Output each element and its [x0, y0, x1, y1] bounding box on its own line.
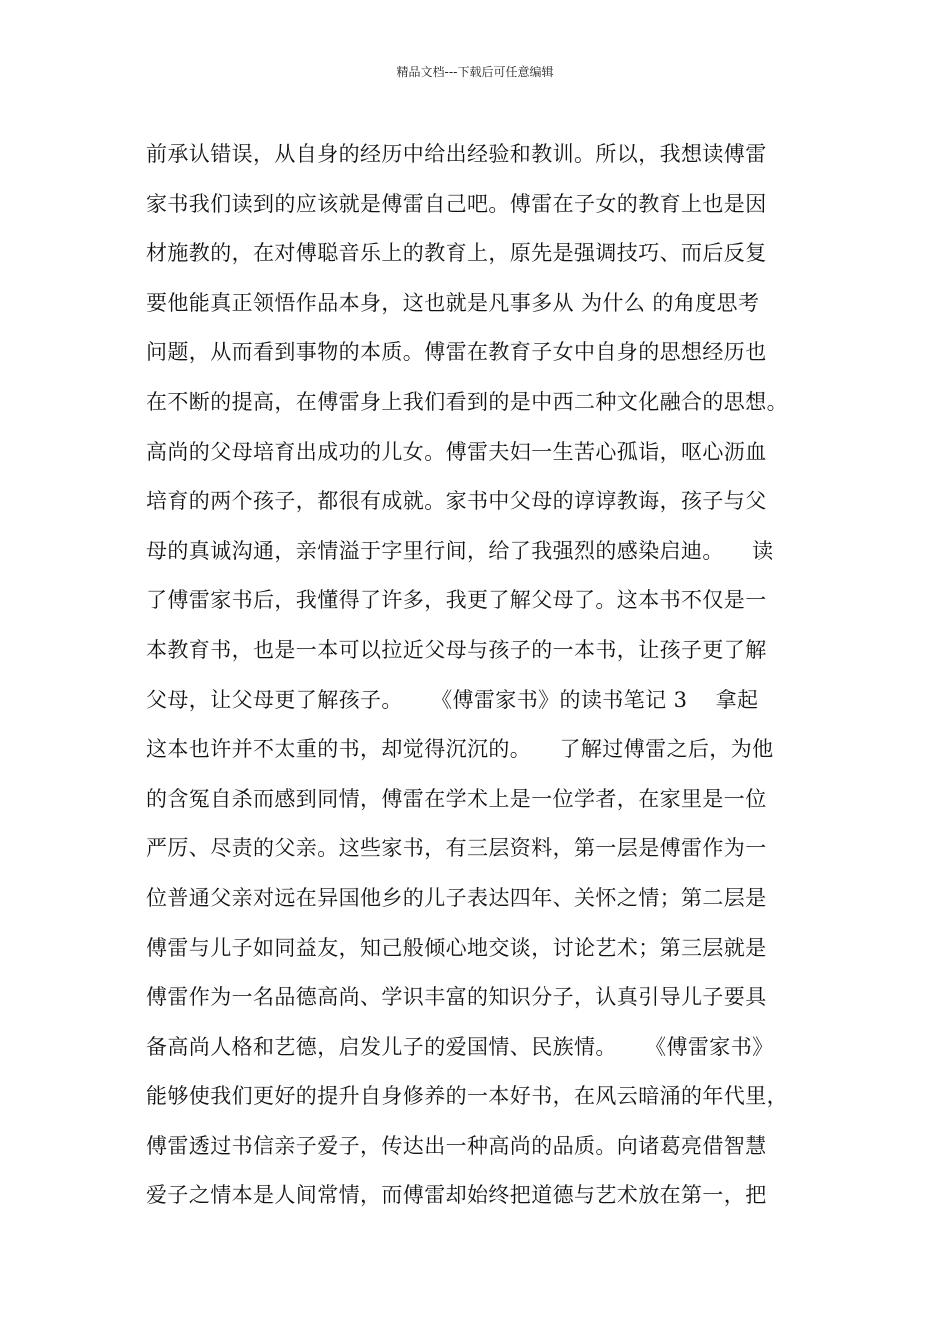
text-line: 爱子之情本是人间常情，而傅雷却始终把道德与艺术放在第一，把	[146, 1183, 767, 1208]
text-line: 了傅雷家书后，我懂得了许多，我更了解父母了。这本书不仅是一	[146, 588, 767, 613]
text-line: 傅雷与儿子如同益友，知己般倾心地交谈，讨论艺术；第三层就是	[146, 935, 767, 960]
text-line: 材施教的，在对傅聪音乐上的教育上，原先是强调技巧、而后反复	[146, 241, 767, 266]
text-line: 家书我们读到的应该就是傅雷自己吧。傅雷在子女的教育上也是因	[146, 191, 767, 216]
text-line: 位普通父亲对远在异国他乡的儿子表达四年、关怀之情；第二层是	[146, 885, 767, 910]
text-line: 这本也许并不太重的书，却觉得沉沉的。 了解过傅雷之后，为他	[146, 737, 774, 762]
text-line: 要他能真正领悟作品本身，这也就是凡事多从 为什么 的角度思考	[146, 290, 760, 315]
text-line: 培育的两个孩子，都很有成就。家书中父母的谆谆教诲，孩子与父	[146, 489, 767, 514]
text-line: 傅雷作为一名品德高尚、学识丰富的知识分子，认真引导儿子要具	[146, 985, 767, 1010]
text-line: 的含冤自杀而感到同情，傅雷在学术上是一位学者，在家里是一位	[146, 786, 767, 811]
text-line: 母的真诚沟通，亲情溢于字里行间，给了我强烈的感染启迪。 读	[146, 538, 774, 563]
body-text	[146, 130, 836, 1221]
text-line: 本教育书，也是一本可以拉近父母与孩子的一本书，让孩子更了解	[146, 637, 767, 662]
text-line: 问题，从而看到事物的本质。傅雷在教育子女中自身的思想经历也	[146, 340, 767, 365]
text-line: 在不断的提高，在傅雷身上我们看到的是中西二种文化融合的思想。	[146, 389, 788, 414]
text-line: 高尚的父母培育出成功的儿女。傅雷夫妇一生苦心孤诣，呕心沥血	[146, 439, 767, 464]
text-line: 前承认错误，从自身的经历中给出经验和教训。所以，我想读傅雷	[146, 142, 767, 166]
text-line: 能够使我们更好的提升自身修养的一本好书，在风云暗涌的年代里，	[146, 1084, 788, 1109]
text-line: 严厉、尽责的父亲。这些家书，有三层资料，第一层是傅雷作为一	[146, 836, 767, 861]
text-line: 傅雷透过书信亲子爱子，传达出一种高尚的品质。向诸葛亮借智慧	[146, 1133, 767, 1158]
page-header: 精品文档---下载后可任意编辑	[396, 65, 554, 79]
text-line: 父母，让父母更了解孩子。 《傅雷家书》的读书笔记 3 拿起	[146, 687, 759, 712]
text-line: 备高尚人格和艺德，启发儿子的爱国情、民族情。 《傅雷家书》	[146, 1034, 774, 1059]
